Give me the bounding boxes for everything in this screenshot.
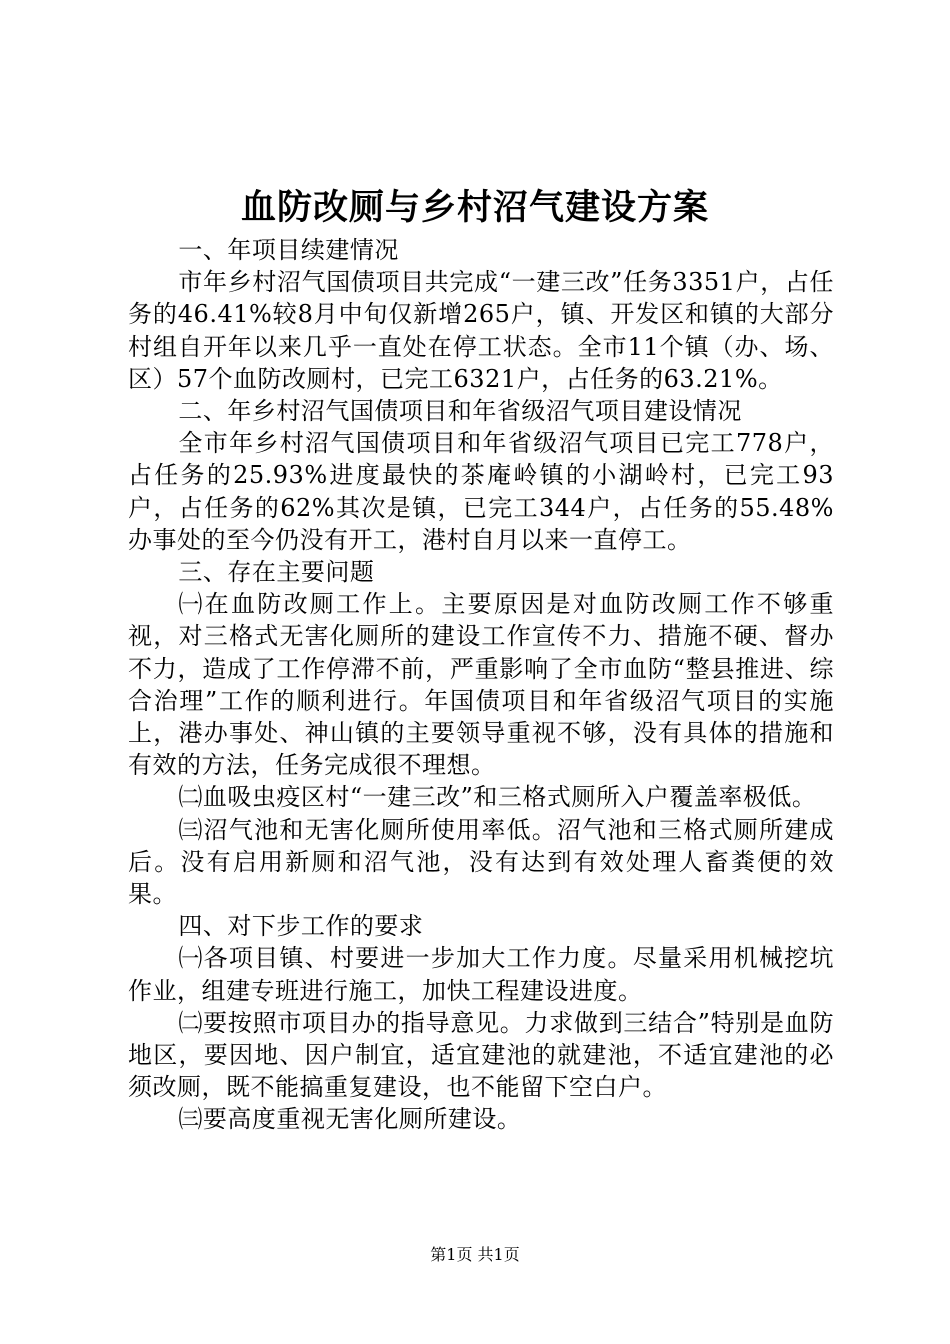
paragraph-requirement-2: ㈡要按照市项目办的指导意见。力求做到三结合”特别是血防地区，要因地、因户制宜，适宜建池的就建池，不适宜建池的必须改厕，既不能搞重复建设，也不能留下空白户。 [128,1008,834,1102]
paragraph-problem-3: ㈢沼气池和无害化厕所使用率低。沼气池和三格式厕所建成后。没有启用新厕和沼气池，没有达到有效处理人畜粪便的效果。 [128,815,834,909]
paragraph-requirement-1: ㈠各项目镇、村要进一步加大工作力度。尽量采用机械挖坑作业，组建专班进行施工，加快工程建设进度。 [128,944,834,1005]
section-heading-3: 三、存在主要问题 [178,558,375,587]
document-body [128,234,834,1136]
paragraph-problem-1: ㈠在血防改厕工作上。主要原因是对血防改厕工作不够重视，对三格式无害化厕所的建设工作宣传不力、措施不硬、督办不力，造成了工作停滞不前，严重影响了全市血防“整县推进、综合治理”工作的顺利进行。年国债项目和年省级沼气项目的实施上，港办事处、神山镇的主要领导重视不够，没有具体的措施和有效的方法，任务完成很不理想。 [128,590,834,780]
page-footer: 第1页 共1页 [430,1245,520,1264]
paragraph-section-2: 全市年乡村沼气国债项目和年省级沼气项目已完工778户，占任务的25.93%进度最快的茶庵岭镇的小湖岭村，已完工93户，占任务的62%其次是镇，已完工344户，占任务的55.48%办事处的至今仍没有开工，港村自月以来一直停工。 [128,429,834,554]
section-heading-1: 一、年项目续建情况 [178,236,399,264]
section-heading-4: 四、对下步工作的要求 [178,912,424,941]
paragraph-section-1: 市年乡村沼气国债项目共完成“一建三改”任务3351户，占任务的46.41%较8月中旬仅新增265户，镇、开发区和镇的大部分村组自开年以来几乎一直处在停工状态。全市11个镇（办、场、区）57个血防改厕村，已完工6321户，占任务的63.21%。 [128,268,834,393]
paragraph-problem-2: ㈡血吸虫疫区村“一建三改”和三格式厕所入户覆盖率极低。 [178,783,817,812]
paragraph-requirement-3: ㈢要高度重视无害化厕所建设。 [178,1105,522,1134]
section-heading-2: 二、年乡村沼气国债项目和年省级沼气项目建设情况 [178,397,742,426]
document-title: 血防改厕与乡村沼气建设方案 [240,187,709,228]
